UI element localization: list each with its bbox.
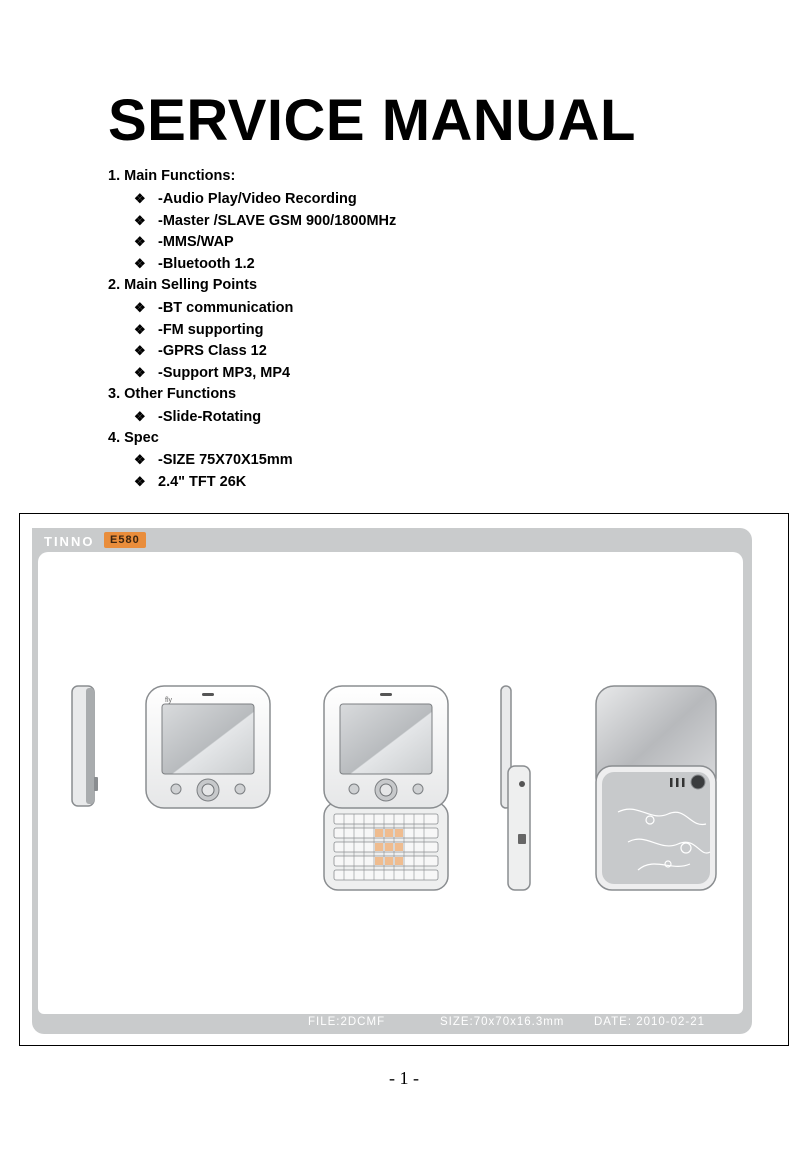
feature-list <box>108 166 728 493</box>
bullet-icon: ❖ <box>134 474 146 490</box>
bullet-icon: ❖ <box>134 234 146 250</box>
section-heading-3: 3. Other Functions <box>108 385 237 402</box>
list-item <box>108 449 728 471</box>
section-heading-2: 2. Main Selling Points <box>108 276 258 293</box>
bullet-icon: ❖ <box>134 256 146 272</box>
bullet-icon: ❖ <box>134 212 146 228</box>
list-item-text: -Slide-Rotating <box>158 408 262 425</box>
list-item-text: -GPRS Class 12 <box>158 343 267 360</box>
list-item <box>108 210 728 232</box>
bullet-icon: ❖ <box>134 365 146 381</box>
list-item <box>108 297 728 319</box>
list-item <box>108 319 728 341</box>
phone-side-view-open <box>501 686 530 890</box>
list-item-text: -Support MP3, MP4 <box>158 365 291 382</box>
phone-side-view-left <box>72 686 98 806</box>
drawing-frame <box>32 528 752 1034</box>
model-tag: E580 <box>104 532 146 548</box>
list-item <box>108 188 728 210</box>
list-item <box>108 253 728 275</box>
section-heading-4: 4. Spec <box>108 429 159 446</box>
section-heading-1: 1. Main Functions: <box>108 168 236 184</box>
bullet-icon: ❖ <box>134 321 146 337</box>
page-number: - 1 - <box>389 1068 419 1088</box>
phone-logo: fly <box>165 697 172 704</box>
list-item-text: -Bluetooth 1.2 <box>158 256 255 273</box>
product-drawing-figure <box>19 513 789 1046</box>
list-item-text: -FM supporting <box>158 321 264 338</box>
phone-front-closed-view <box>146 686 270 808</box>
list-item-text: -SIZE 75X70X15mm <box>158 452 293 469</box>
list-item-text: -BT communication <box>158 299 294 316</box>
bullet-icon: ❖ <box>134 190 146 206</box>
list-item-text: -Audio Play/Video Recording <box>158 190 357 207</box>
bullet-icon: ❖ <box>134 343 146 359</box>
list-item <box>108 362 728 384</box>
list-item <box>108 340 728 362</box>
list-item-text: -Master /SLAVE GSM 900/1800MHz <box>158 212 397 229</box>
brand-label: TINNO <box>44 534 95 549</box>
bullet-icon: ❖ <box>134 452 146 468</box>
bullet-icon: ❖ <box>134 408 146 424</box>
size-label: SIZE:70x70x16.3mm <box>440 1016 565 1028</box>
phone-back-view <box>596 686 716 890</box>
list-item-text: 2.4" TFT 26K <box>158 474 247 491</box>
page-title: SERVICE MANUAL <box>108 88 636 153</box>
list-item <box>108 406 728 428</box>
list-item <box>108 471 728 493</box>
phone-views-illustration <box>38 552 743 1014</box>
drawing-area <box>38 552 743 1014</box>
list-item <box>108 231 728 253</box>
file-label: FILE:2DCMF <box>308 1016 386 1028</box>
date-label: DATE: 2010-02-21 <box>594 1016 706 1028</box>
phone-front-open-view <box>324 686 448 890</box>
bullet-icon: ❖ <box>134 299 146 315</box>
list-item-text: -MMS/WAP <box>158 234 234 251</box>
